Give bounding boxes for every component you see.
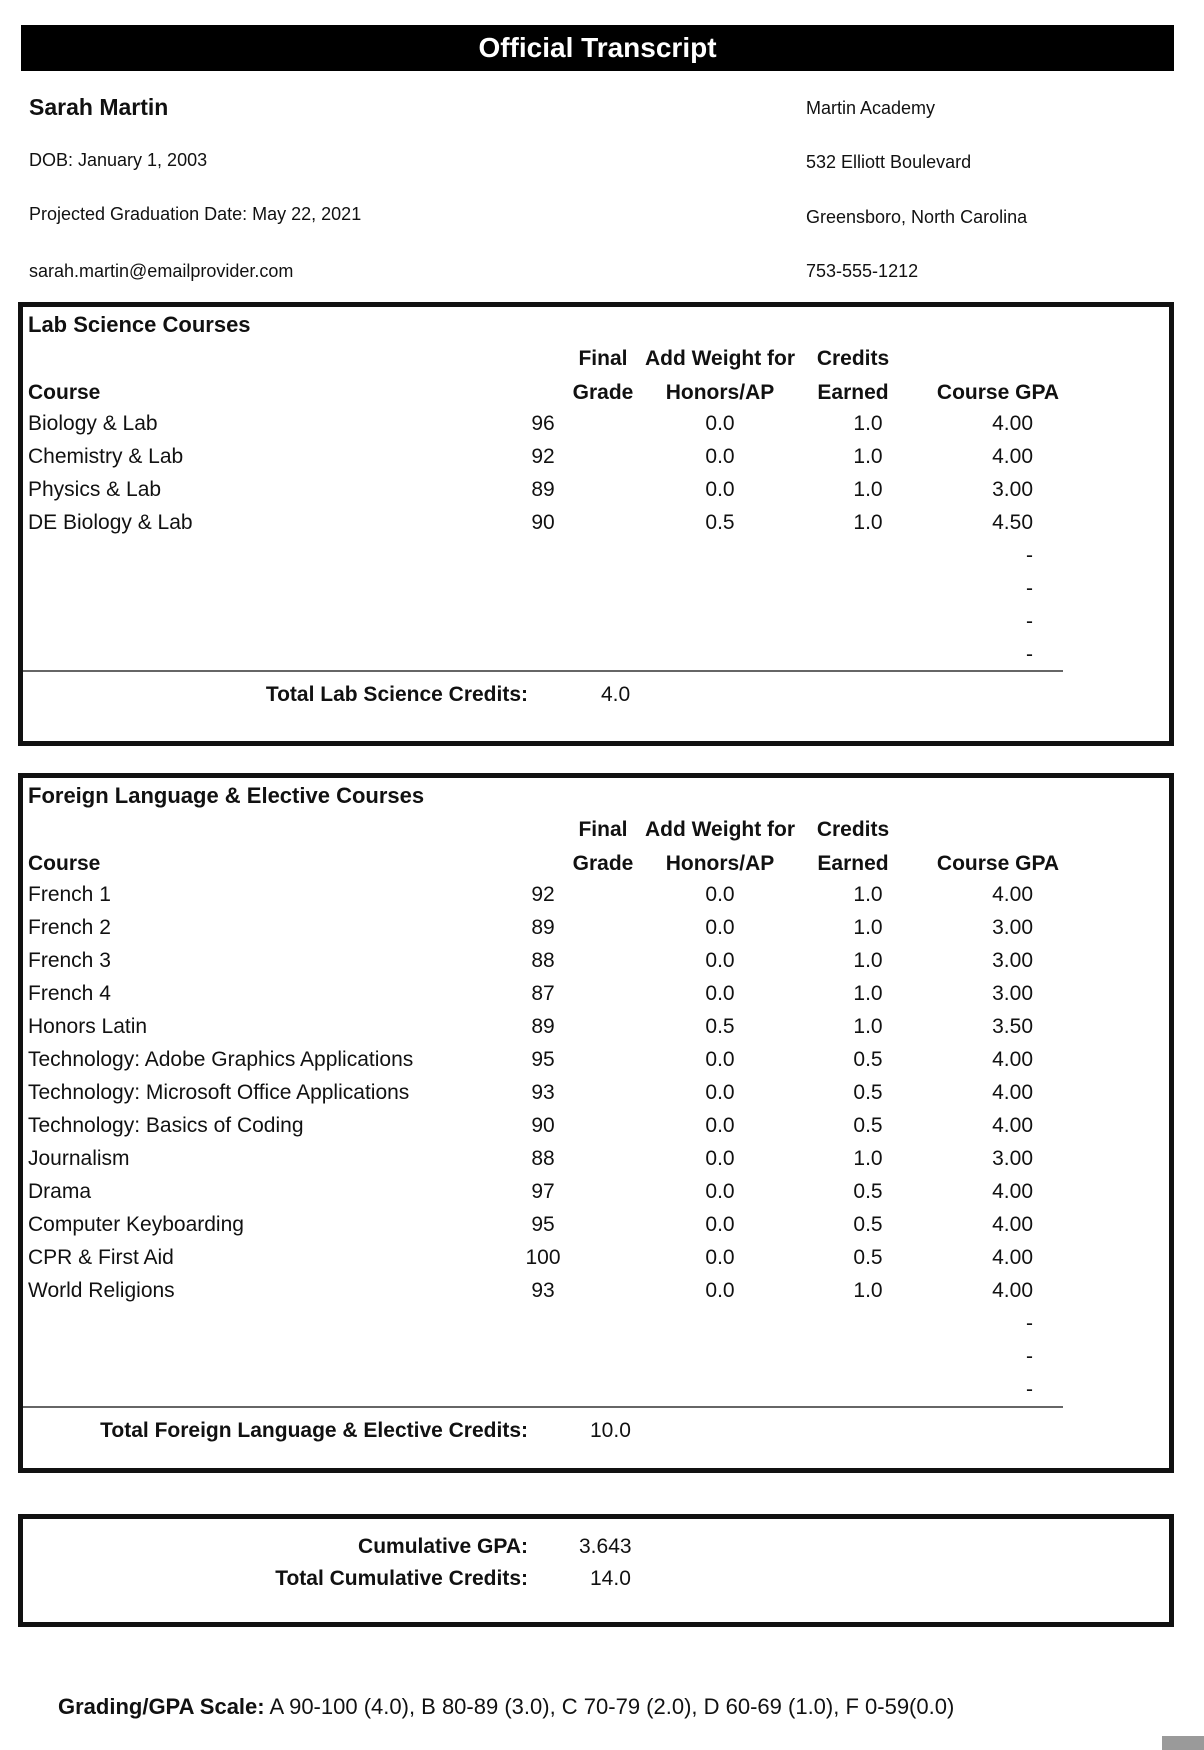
empty-row-dash: - (1026, 643, 1033, 666)
weight-cell: 0.0 (705, 916, 735, 939)
table-row (23, 1010, 1169, 1043)
credits-cell: 1.0 (853, 1279, 883, 1302)
weight-cell: 0.0 (705, 1114, 735, 1137)
credits-cell: 1.0 (853, 949, 883, 972)
foreign-elective-section (18, 773, 1174, 1473)
gpa-cell: 4.00 (992, 1246, 1033, 1269)
col-gpa-header: Course GPA (936, 381, 1060, 404)
col-credits-line1: Credits (816, 818, 890, 841)
col-weight-header (635, 342, 805, 410)
grading-scale-text: A 90-100 (4.0), B 80-89 (3.0), C 70-79 (2.0), D 60-69 (1.0), F 0-59(0.0) (269, 1694, 955, 1719)
scroll-corner (1162, 1736, 1204, 1750)
gpa-cell: 4.00 (992, 445, 1033, 468)
cumulative-gpa-label: Cumulative GPA: (358, 1535, 528, 1558)
credits-cell: 0.5 (853, 1213, 883, 1236)
col-weight-header (635, 813, 805, 881)
school-phone: 753-555-1212 (806, 261, 919, 281)
weight-cell: 0.0 (705, 949, 735, 972)
weight-cell: 0.0 (705, 982, 735, 1005)
table-row (23, 506, 1169, 539)
grade-cell: 100 (525, 1246, 561, 1269)
grade-cell: 93 (531, 1279, 555, 1302)
gpa-cell: 4.00 (992, 1114, 1033, 1137)
grading-scale (58, 1694, 954, 1720)
table-row (23, 1208, 1169, 1241)
school-city: Greensboro, North Carolina (806, 207, 1028, 227)
table-row (23, 1076, 1169, 1109)
weight-cell: 0.0 (705, 1213, 735, 1236)
table-row (23, 473, 1169, 506)
cumulative-gpa-value: 3.643 (579, 1535, 632, 1558)
gpa-cell: 4.00 (992, 1213, 1033, 1236)
table-row (23, 944, 1169, 977)
credits-cell: 1.0 (853, 982, 883, 1005)
table-row (23, 1142, 1169, 1175)
grade-cell: 90 (531, 511, 555, 534)
col-weight-line2: Honors/AP (665, 381, 775, 404)
weight-cell: 0.0 (705, 1279, 735, 1302)
gpa-cell: 4.50 (992, 511, 1033, 534)
transcript-title: Official Transcript (21, 25, 1174, 71)
table-row (23, 977, 1169, 1010)
weight-cell: 0.5 (705, 511, 735, 534)
school-name: Martin Academy (806, 98, 936, 118)
weight-cell: 0.0 (705, 412, 735, 435)
course-cell: DE Biology & Lab (28, 511, 193, 534)
foreign-elective-title: Foreign Language & Elective Courses (28, 783, 425, 808)
col-credits-line2: Earned (817, 381, 889, 404)
credits-cell: 1.0 (853, 916, 883, 939)
table-row (23, 1109, 1169, 1142)
table-row (23, 1274, 1169, 1307)
gpa-cell: 4.00 (992, 1081, 1033, 1104)
course-cell: Honors Latin (28, 1015, 148, 1038)
grade-cell: 95 (531, 1048, 555, 1071)
course-cell: French 3 (28, 949, 111, 972)
course-cell: Drama (28, 1180, 92, 1203)
grade-cell: 96 (531, 412, 555, 435)
col-weight-line1: Add Weight for (644, 818, 796, 841)
course-cell: Chemistry & Lab (28, 445, 184, 468)
grade-cell: 97 (531, 1180, 555, 1203)
grade-cell: 87 (531, 982, 555, 1005)
fl-total-label: Total Foreign Language & Elective Credits: (100, 1419, 528, 1442)
grade-cell: 89 (531, 478, 555, 501)
col-gpa-header: Course GPA (936, 852, 1060, 875)
gpa-cell: 3.00 (992, 478, 1033, 501)
table-row (23, 1241, 1169, 1274)
table-row (23, 440, 1169, 473)
grade-cell: 92 (531, 883, 555, 906)
gpa-cell: 3.50 (992, 1015, 1033, 1038)
weight-cell: 0.0 (705, 1246, 735, 1269)
weight-cell: 0.0 (705, 478, 735, 501)
cumulative-credits-value: 14.0 (590, 1567, 631, 1590)
weight-cell: 0.0 (705, 1081, 735, 1104)
weight-cell: 0.0 (705, 1180, 735, 1203)
cumulative-section (18, 1514, 1174, 1627)
gpa-cell: 3.00 (992, 949, 1033, 972)
student-dob: DOB: January 1, 2003 (29, 150, 208, 170)
student-name: Sarah Martin (29, 94, 169, 120)
gpa-cell: 3.00 (992, 1147, 1033, 1170)
gpa-cell: 4.00 (992, 1048, 1033, 1071)
gpa-cell: 4.00 (992, 412, 1033, 435)
weight-cell: 0.5 (705, 1015, 735, 1038)
course-cell: World Religions (28, 1279, 175, 1302)
empty-row-dash: - (1026, 1312, 1033, 1335)
course-cell: French 2 (28, 916, 111, 939)
col-course-header: Course (28, 381, 101, 404)
credits-cell: 1.0 (853, 511, 883, 534)
cumulative-credits-label: Total Cumulative Credits: (275, 1567, 528, 1590)
credits-cell: 0.5 (853, 1048, 883, 1071)
col-credits-header (803, 813, 903, 881)
col-weight-line2: Honors/AP (665, 852, 775, 875)
weight-cell: 0.0 (705, 445, 735, 468)
course-cell: CPR & First Aid (28, 1246, 174, 1269)
grade-cell: 88 (531, 949, 555, 972)
school-address: 532 Elliott Boulevard (806, 152, 972, 172)
student-email: sarah.martin@emailprovider.com (29, 261, 294, 281)
course-cell: French 4 (28, 982, 111, 1005)
course-cell: Computer Keyboarding (28, 1213, 244, 1236)
course-cell: Physics & Lab (28, 478, 162, 501)
grade-cell: 89 (531, 916, 555, 939)
course-cell: Technology: Basics of Coding (28, 1114, 304, 1137)
empty-row-dash: - (1026, 610, 1033, 633)
credits-cell: 1.0 (853, 412, 883, 435)
course-cell: Biology & Lab (28, 412, 158, 435)
col-credits-header (803, 342, 903, 410)
col-grade-line1: Final (578, 818, 628, 841)
gpa-cell: 3.00 (992, 916, 1033, 939)
grade-cell: 92 (531, 445, 555, 468)
course-cell: Journalism (28, 1147, 130, 1170)
credits-cell: 1.0 (853, 1015, 883, 1038)
col-credits-line1: Credits (816, 347, 890, 370)
table-row (23, 1043, 1169, 1076)
grade-cell: 90 (531, 1114, 555, 1137)
table-row (23, 407, 1169, 440)
weight-cell: 0.0 (705, 883, 735, 906)
credits-cell: 0.5 (853, 1081, 883, 1104)
credits-cell: 0.5 (853, 1180, 883, 1203)
fl-total-value: 10.0 (590, 1419, 631, 1442)
gpa-cell: 3.00 (992, 982, 1033, 1005)
lab-science-title: Lab Science Courses (28, 312, 251, 337)
lab-total-rule (23, 670, 1063, 672)
col-grade-line2: Grade (572, 381, 634, 404)
gpa-cell: 4.00 (992, 883, 1033, 906)
gpa-cell: 4.00 (992, 1180, 1033, 1203)
weight-cell: 0.0 (705, 1048, 735, 1071)
col-grade-line2: Grade (572, 852, 634, 875)
course-cell: Technology: Adobe Graphics Applications (28, 1048, 414, 1071)
table-row (23, 878, 1169, 911)
gpa-cell: 4.00 (992, 1279, 1033, 1302)
col-weight-line1: Add Weight for (644, 347, 796, 370)
lab-total-label: Total Lab Science Credits: (265, 683, 528, 706)
course-cell: French 1 (28, 883, 111, 906)
table-row (23, 1175, 1169, 1208)
grade-cell: 89 (531, 1015, 555, 1038)
credits-cell: 0.5 (853, 1246, 883, 1269)
lab-science-section (18, 302, 1174, 746)
credits-cell: 1.0 (853, 445, 883, 468)
grading-scale-label: Grading/GPA Scale: (58, 1694, 265, 1719)
empty-row-dash: - (1026, 577, 1033, 600)
table-row (23, 911, 1169, 944)
credits-cell: 1.0 (853, 883, 883, 906)
col-grade-line1: Final (578, 347, 628, 370)
credits-cell: 1.0 (853, 478, 883, 501)
credits-cell: 0.5 (853, 1114, 883, 1137)
credits-cell: 1.0 (853, 1147, 883, 1170)
empty-row-dash: - (1026, 544, 1033, 567)
graduation-date: Projected Graduation Date: May 22, 2021 (29, 204, 362, 224)
grade-cell: 95 (531, 1213, 555, 1236)
grade-cell: 88 (531, 1147, 555, 1170)
col-course-header: Course (28, 852, 101, 875)
course-cell: Technology: Microsoft Office Applications (28, 1081, 410, 1104)
weight-cell: 0.0 (705, 1147, 735, 1170)
col-credits-line2: Earned (817, 852, 889, 875)
lab-total-value: 4.0 (601, 683, 631, 706)
fl-total-rule (23, 1406, 1063, 1408)
grade-cell: 93 (531, 1081, 555, 1104)
empty-row-dash: - (1026, 1345, 1033, 1368)
empty-row-dash: - (1026, 1378, 1033, 1401)
